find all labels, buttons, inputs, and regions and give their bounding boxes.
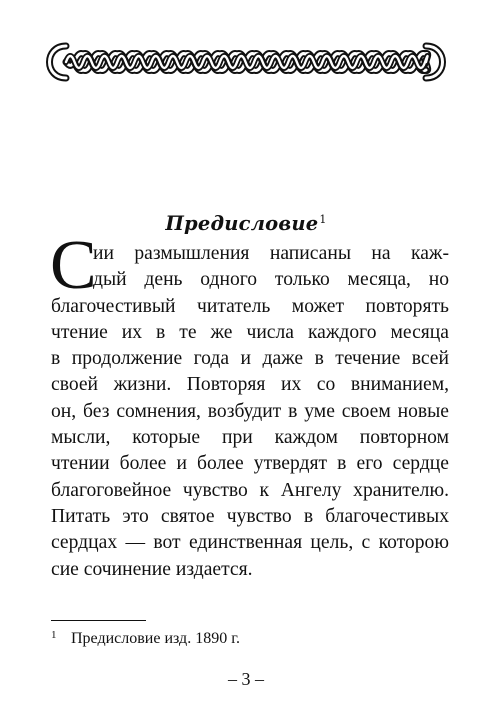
body-line: чтении более и более утвердят в его сердце	[51, 453, 449, 475]
body-line: в продолжение года и даже в течение всей	[51, 348, 449, 370]
page-number: – 3 –	[228, 669, 264, 689]
decorative-braid-ornament	[46, 40, 446, 84]
body-line: чтение их в те же числа каждого месяца	[51, 321, 449, 343]
footnote-divider	[51, 620, 146, 621]
section-title-text: Предисловие	[165, 212, 319, 235]
preface-body	[51, 241, 449, 583]
drop-cap-letter: С	[50, 227, 97, 304]
body-line: мысли, которые при каждом повторном	[51, 427, 449, 449]
footnote-text: Предисловие изд. 1890 г.	[71, 630, 240, 647]
body-line: ии размышления написаны на каж-	[93, 243, 449, 264]
title-footnote-ref: 1	[319, 213, 327, 226]
body-line: Питать это святое чувство в благочестивых	[51, 505, 449, 527]
footnote: 1 Предисловие изд. 1890 г.	[51, 629, 240, 647]
body-line: дый день одного только месяца, но	[93, 269, 449, 291]
body-line: благочестивый читатель может повторять	[51, 295, 449, 317]
body-line: своей жизни. Повторяя их со вниманием,	[51, 374, 449, 396]
body-line: сие сочинение издается.	[51, 558, 253, 580]
body-line: он, без сомнения, возбудит в уме своем новые	[51, 400, 449, 422]
body-line: благоговейное чувство к Ангелу хранителю.	[51, 479, 449, 501]
body-line: сердцах — вот единственная цель, с которою	[51, 532, 449, 554]
